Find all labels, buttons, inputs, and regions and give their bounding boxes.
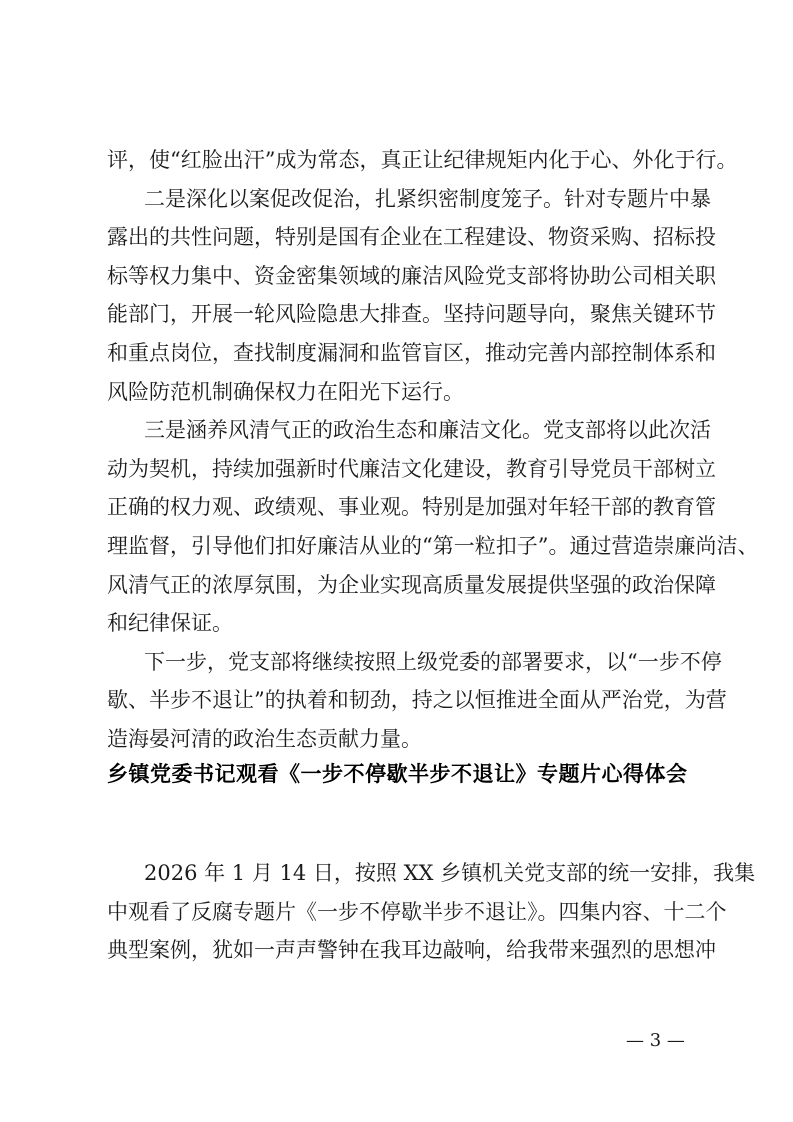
text-line: 中观看了反腐专题片《一步不停歇半步不退让》。四集内容、十二个 (107, 899, 727, 924)
text-line: 风险防范机制确保权力在阳光下运行。 (107, 379, 464, 404)
text-line: 动为契机，持续加强新时代廉洁文化建设，教育引导党员干部树立 (107, 456, 716, 481)
text-line: 2026 年 1 月 14 日，按照 XX 乡镇机关党支部的统一安排，我集 (144, 861, 756, 885)
text-line: 正确的权力观、政绩观、事业观。特别是加强对年轻干部的教育管 (107, 495, 716, 520)
paragraph (107, 643, 727, 759)
body-text-section-1 (107, 141, 759, 759)
text-line: 造海晏河清的政治生态贡献力量。 (107, 726, 422, 751)
text-line: 典型案例，犹如一声声警钟在我耳边敲响，给我带来强烈的思想冲 (107, 938, 716, 963)
text-line: 理监督，引导他们扣好廉洁从业的“第一粒扣子”。通过营造崇廉尚洁、 (107, 533, 759, 558)
paragraph (107, 411, 759, 643)
article-heading: 乡镇党委书记观看《一步不停歇半步不退让》专题片心得体会 (107, 762, 687, 786)
text-line: 标等权力集中、资金密集领域的廉洁风险党支部将协助公司相关职 (107, 263, 716, 288)
text-line: 和纪律保证。 (107, 611, 233, 636)
body-text-section-2 (107, 854, 756, 970)
text-line: 下一步，党支部将继续按照上级党委的部署要求，以“一步不停 (144, 649, 722, 674)
text-line: 三是涵养风清气正的政治生态和廉洁文化。党支部将以此次活 (144, 418, 711, 443)
page-number: — 3 — (626, 1030, 685, 1051)
text-line: 和重点岗位，查找制度漏洞和监管盲区，推动完善内部控制体系和 (107, 340, 716, 365)
text-line: 能部门，开展一轮风险隐患大排查。坚持问题导向，聚焦关键环节 (107, 302, 716, 327)
paragraph (107, 141, 738, 180)
text-line: 露出的共性问题，特别是国有企业在工程建设、物资采购、招标投 (107, 225, 716, 250)
text-line: 二是深化以案促改促治，扎紧织密制度笼子。针对专题片中暴 (144, 186, 711, 211)
text-line: 歇、半步不退让”的执着和韧劲，持之以恒推进全面从严治党，为营 (107, 688, 727, 713)
paragraph (107, 854, 756, 970)
text-line: 评，使“红脸出汗”成为常态，真正让纪律规矩内化于心、外化于行。 (107, 148, 738, 172)
text-line: 风清气正的浓厚氛围，为企业实现高质量发展提供坚强的政治保障 (107, 572, 716, 597)
paragraph (107, 180, 716, 412)
